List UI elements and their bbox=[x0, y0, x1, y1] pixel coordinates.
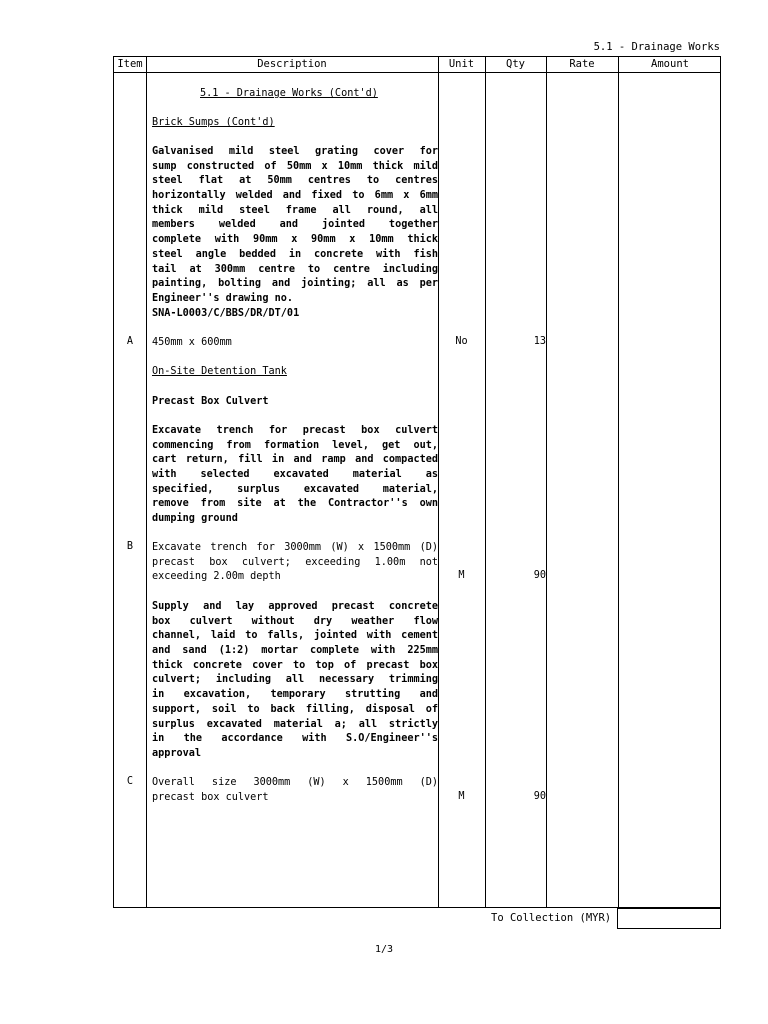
desc-line: steel angle bedded in concrete with fish bbox=[152, 248, 438, 260]
desc-line: channel, laid to falls, jointed with cement bbox=[152, 630, 438, 642]
item-a-unit: No bbox=[455, 336, 468, 347]
boq-table bbox=[113, 56, 721, 908]
header-qty: Qty bbox=[506, 58, 525, 70]
item-b-description bbox=[152, 541, 438, 585]
to-collection-amount-box bbox=[617, 908, 721, 929]
header-rate: Rate bbox=[569, 58, 595, 70]
item-c-description bbox=[152, 776, 438, 805]
desc-line: Overall size 3000mm (W) x 1500mm (D) bbox=[152, 777, 438, 788]
item-c-unit: M bbox=[458, 791, 465, 802]
desc-line: members welded and jointed together bbox=[152, 219, 438, 231]
item-b-code: B bbox=[126, 541, 134, 552]
desc-line: Galvanised mild steel grating cover for bbox=[152, 146, 438, 157]
desc-line: SNA-L0003/C/BBS/DR/DT/01 bbox=[152, 307, 300, 319]
desc-line: complete with 90mm x 90mm x 10mm thick bbox=[152, 234, 438, 246]
desc-line: dumping ground bbox=[152, 513, 238, 525]
desc-line: with selected excavated material as bbox=[152, 469, 438, 481]
desc-line: and sand (1:2) mortar complete with 225mm bbox=[152, 645, 438, 657]
desc-line: Excavate trench for precast box culvert bbox=[152, 425, 438, 436]
section-title: 5.1 - Drainage Works (Cont'd) bbox=[200, 88, 378, 99]
desc-line: in the accordance with S.O/Engineer''s bbox=[152, 733, 438, 745]
header-item: Item bbox=[117, 58, 143, 70]
desc-line: steel flat at 50mm centres to centres bbox=[152, 175, 438, 187]
column-divider bbox=[438, 57, 439, 907]
desc-line: painting, bolting and jointing; all as per bbox=[152, 278, 438, 290]
desc-line: Engineer''s drawing no. bbox=[152, 292, 294, 304]
description-paragraph-excavate bbox=[152, 424, 438, 527]
desc-line: precast box culvert bbox=[152, 791, 269, 803]
desc-line: thick concrete cover to top of precast box bbox=[152, 659, 438, 671]
desc-line: commencing from formation level, get out, bbox=[152, 439, 438, 451]
desc-line: support, soil to back filling, disposal of bbox=[152, 703, 438, 715]
header-amount: Amount bbox=[651, 58, 689, 70]
table-header-row bbox=[114, 57, 720, 73]
item-a-description: 450mm x 600mm bbox=[152, 337, 232, 348]
item-c-code: C bbox=[126, 776, 134, 787]
desc-line: specified, surplus excavated material, bbox=[152, 483, 438, 495]
sub-heading-detention-tank: On-Site Detention Tank bbox=[152, 366, 287, 377]
to-collection-label: To Collection (MYR) bbox=[491, 912, 612, 924]
description-paragraph-grating bbox=[152, 145, 438, 321]
desc-line: thick mild steel frame all round, all bbox=[152, 204, 438, 216]
column-divider bbox=[146, 57, 147, 907]
desc-line: precast box culvert; exceeding 1.00m not bbox=[152, 556, 438, 568]
page-header: 5.1 - Drainage Works bbox=[593, 41, 720, 53]
item-b-unit: M bbox=[458, 570, 465, 581]
desc-line: approval bbox=[152, 747, 202, 759]
item-a-code: A bbox=[126, 336, 134, 347]
desc-line: tail at 300mm centre to centre including bbox=[152, 263, 438, 275]
header-unit: Unit bbox=[448, 58, 475, 70]
desc-line: culvert; including all necessary trimming bbox=[152, 674, 438, 686]
item-c-qty: 90 bbox=[533, 791, 546, 802]
desc-line: box culvert without dry weather flow bbox=[152, 615, 438, 627]
desc-line: horizontally welded and fixed to 6mm x 6mm bbox=[152, 190, 438, 202]
description-paragraph-supply-culvert bbox=[152, 600, 438, 762]
sub-heading-box-culvert: Precast Box Culvert bbox=[152, 396, 269, 407]
column-divider bbox=[485, 57, 486, 907]
desc-line: surplus excavated material a; all strictly bbox=[152, 718, 438, 730]
desc-line: remove from site at the Contractor''s own bbox=[152, 498, 438, 510]
desc-line: exceeding 2.00m depth bbox=[152, 571, 281, 583]
column-divider bbox=[618, 57, 619, 907]
desc-line: Supply and lay approved precast concrete bbox=[152, 601, 438, 612]
item-a-qty: 13 bbox=[533, 336, 546, 347]
page-number: 1/3 bbox=[374, 944, 394, 955]
desc-line: sump constructed of 50mm x 10mm thick mild bbox=[152, 160, 438, 172]
sub-heading-brick-sumps: Brick Sumps (Cont'd) bbox=[152, 117, 275, 128]
desc-line: cart return, fill in and ramp and compacted bbox=[152, 454, 438, 466]
column-divider bbox=[546, 57, 547, 907]
desc-line: Excavate trench for 3000mm (W) x 1500mm (D) bbox=[152, 542, 438, 553]
desc-line: in excavation, temporary strutting and bbox=[152, 689, 438, 701]
item-b-qty: 90 bbox=[533, 570, 546, 581]
header-description: Description bbox=[257, 58, 327, 70]
